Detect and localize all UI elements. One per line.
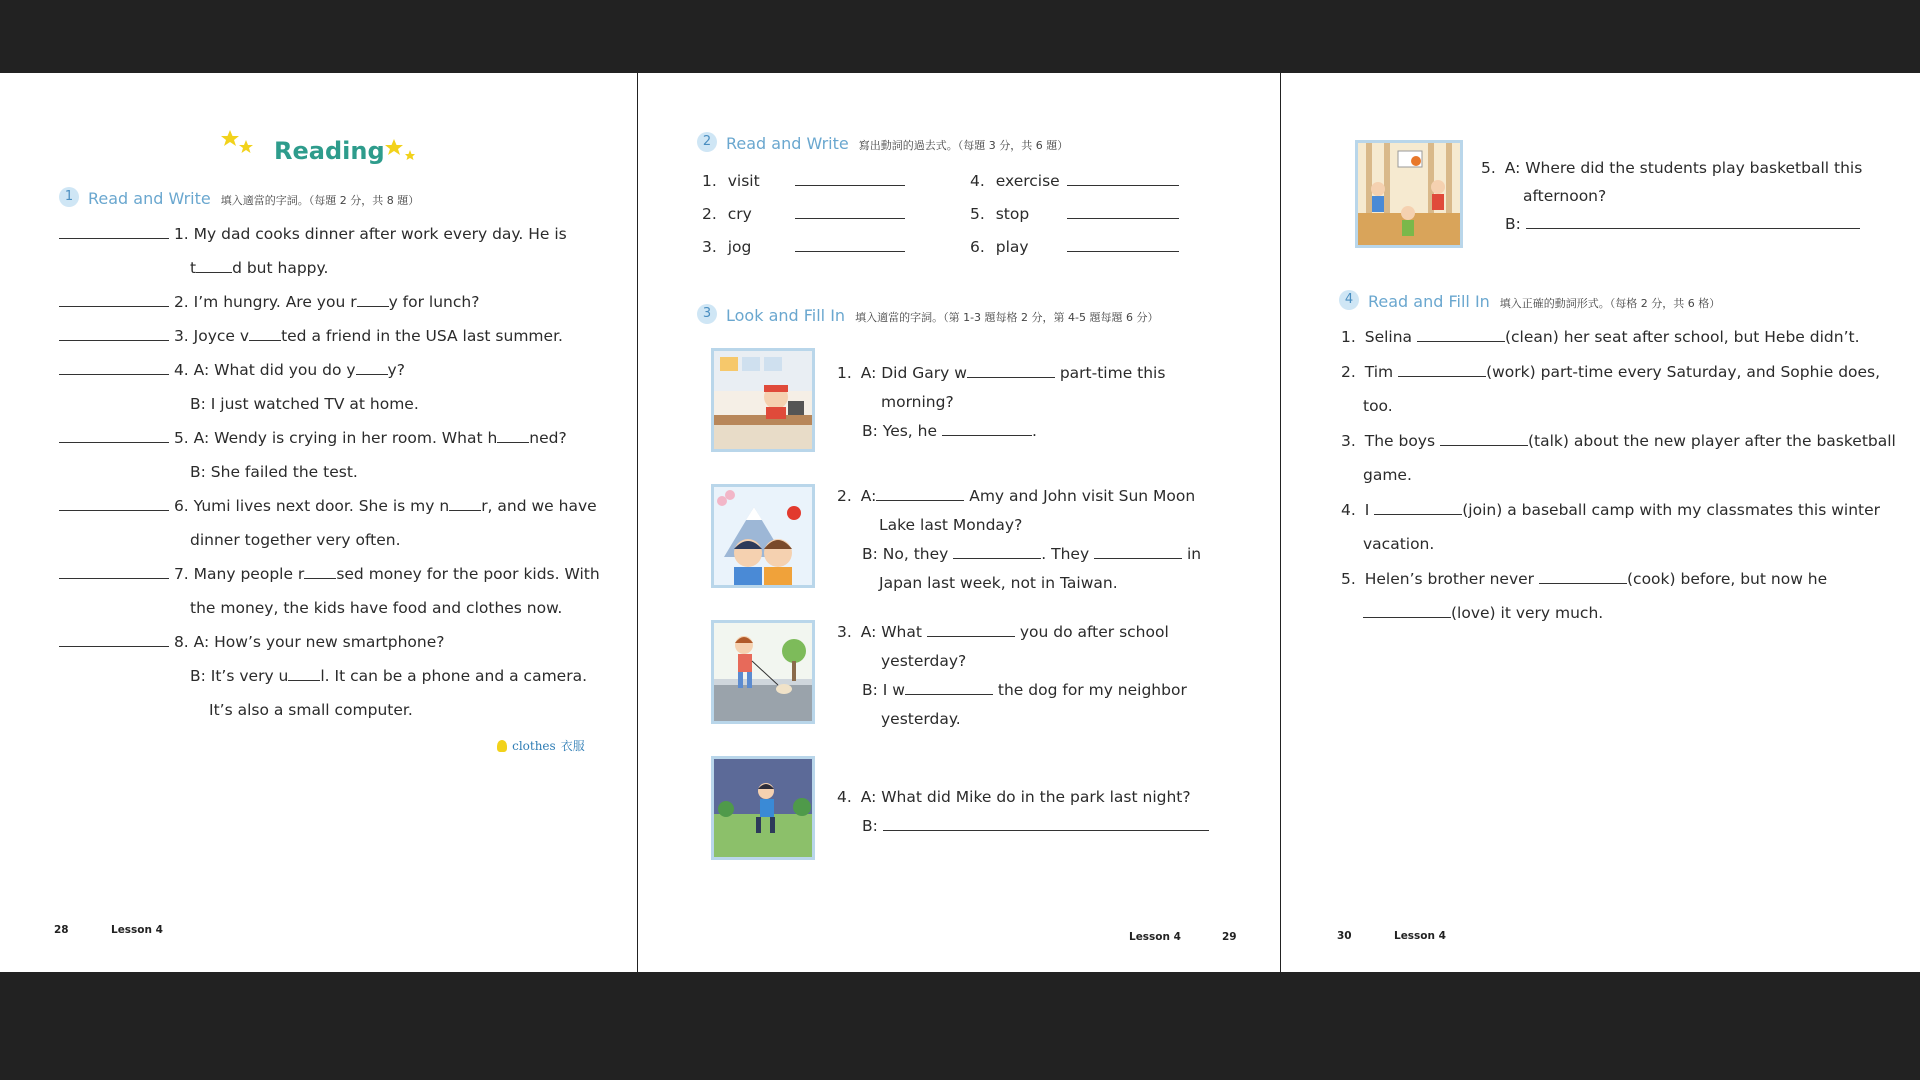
answer-blank[interactable] bbox=[795, 237, 905, 252]
list-item bbox=[1341, 431, 1896, 451]
answer-blank[interactable] bbox=[905, 680, 993, 695]
dog-walk-illustration bbox=[714, 623, 812, 721]
item-continuation: yesterday? bbox=[881, 652, 967, 670]
item-continuation bbox=[1363, 603, 1603, 623]
item-continuation: It’s also a small computer. bbox=[209, 701, 413, 719]
text: A: What did Mike do in the park last night? bbox=[860, 788, 1191, 806]
section-number: 2 bbox=[697, 132, 717, 152]
fill-item bbox=[837, 787, 1191, 807]
list-item bbox=[59, 360, 405, 380]
text: B: No, they bbox=[862, 545, 949, 563]
item-number: 4. bbox=[1341, 501, 1356, 519]
text: ned? bbox=[529, 429, 567, 447]
list-item bbox=[1341, 362, 1880, 382]
item-text: My dad cooks dinner after work every day. He is bbox=[193, 225, 567, 243]
page-number: 28 bbox=[54, 924, 69, 936]
letter-blank[interactable] bbox=[497, 428, 529, 443]
verb-item bbox=[702, 171, 905, 191]
text: Many people r bbox=[193, 565, 305, 583]
item-continuation: B: She failed the test. bbox=[190, 463, 358, 481]
item-continuation: afternoon? bbox=[1523, 187, 1607, 205]
text: (cook) before, but now he bbox=[1627, 570, 1828, 588]
section-number: 4 bbox=[1339, 290, 1359, 310]
stars-icon bbox=[220, 128, 256, 158]
text: you do after school bbox=[1019, 623, 1169, 641]
text: A: bbox=[860, 487, 877, 505]
item-continuation: yesterday. bbox=[881, 710, 961, 728]
answer-blank[interactable] bbox=[1398, 362, 1486, 377]
item-number: 5. bbox=[173, 429, 189, 447]
text: B: Yes, he bbox=[862, 422, 938, 440]
text: (clean) her seat after school, but Hebe didn’t. bbox=[1504, 328, 1860, 346]
text: y? bbox=[387, 361, 405, 379]
answer-blank[interactable] bbox=[967, 363, 1055, 378]
item-number: 2. bbox=[1341, 363, 1356, 381]
answer-line[interactable] bbox=[1526, 214, 1860, 229]
section-header bbox=[726, 134, 1068, 153]
text: y for lunch? bbox=[388, 293, 480, 311]
answer-blank[interactable] bbox=[59, 496, 169, 511]
item-number: 3. bbox=[1341, 432, 1356, 450]
answer-blank[interactable] bbox=[795, 171, 905, 186]
answer-blank[interactable] bbox=[1440, 431, 1528, 446]
reading-title: Reading bbox=[274, 137, 385, 165]
item-number: 1. bbox=[1341, 328, 1356, 346]
item-continuation: game. bbox=[1363, 466, 1412, 484]
verb-item bbox=[970, 204, 1179, 224]
item-number: 2. bbox=[837, 487, 852, 505]
answer-blank[interactable] bbox=[1363, 603, 1451, 618]
item-text: A: How’s your new smartphone? bbox=[193, 633, 445, 651]
letter-blank[interactable] bbox=[449, 496, 481, 511]
answer-blank[interactable] bbox=[1067, 204, 1179, 219]
item-continuation: Japan last week, not in Taiwan. bbox=[879, 574, 1118, 592]
item-number: 1. bbox=[702, 172, 717, 190]
text: A: Did Gary w bbox=[860, 364, 967, 382]
answer-blank[interactable] bbox=[1094, 544, 1182, 559]
item-continuation: morning? bbox=[881, 393, 954, 411]
list-item bbox=[1341, 500, 1880, 520]
text: B: bbox=[862, 817, 878, 835]
text: Selina bbox=[1364, 328, 1413, 346]
text: A: Wendy is crying in her room. What h bbox=[193, 429, 498, 447]
vocab-tip bbox=[497, 735, 585, 754]
verb: visit bbox=[727, 172, 760, 190]
text: (join) a baseball camp with my classmates this winter bbox=[1462, 501, 1881, 519]
list-item bbox=[59, 292, 479, 312]
item-continuation bbox=[1505, 214, 1860, 234]
answer-line[interactable] bbox=[883, 816, 1209, 831]
answer-blank[interactable] bbox=[59, 224, 169, 239]
verb: stop bbox=[995, 205, 1030, 223]
lesson-label: Lesson 4 bbox=[1129, 931, 1181, 943]
item-continuation bbox=[862, 544, 1201, 564]
page-number: 30 bbox=[1337, 930, 1352, 942]
text: (love) it very much. bbox=[1451, 604, 1604, 622]
verb: cry bbox=[727, 205, 752, 223]
item-continuation: too. bbox=[1363, 397, 1393, 415]
verb-item bbox=[970, 171, 1179, 191]
letter-blank[interactable] bbox=[249, 326, 281, 341]
text: Yumi lives next door. She is my n bbox=[193, 497, 450, 515]
section-note: 填入正確的動詞形式。（每格 2 分，共 6 格） bbox=[1499, 297, 1721, 310]
tip-translation: 衣服 bbox=[560, 739, 585, 753]
text: . They bbox=[1041, 545, 1090, 563]
item-continuation bbox=[190, 666, 587, 686]
letter-blank[interactable] bbox=[304, 564, 336, 579]
verb-item bbox=[702, 204, 905, 224]
lesson-label: Lesson 4 bbox=[1394, 930, 1446, 942]
verb: play bbox=[995, 238, 1029, 256]
page-28 bbox=[0, 73, 637, 972]
item-number: 2. bbox=[173, 293, 189, 311]
letter-blank[interactable] bbox=[357, 292, 389, 307]
item-continuation: dinner together very often. bbox=[190, 531, 401, 549]
item-number: 3. bbox=[702, 238, 717, 256]
item-continuation: vacation. bbox=[1363, 535, 1435, 553]
text: Amy and John visit Sun Moon bbox=[969, 487, 1196, 505]
letter-blank[interactable] bbox=[196, 258, 232, 273]
list-item bbox=[59, 564, 600, 584]
basketball-illustration bbox=[1358, 143, 1460, 245]
text: The boys bbox=[1364, 432, 1436, 450]
section-number: 3 bbox=[697, 304, 717, 324]
item-continuation bbox=[862, 421, 1037, 441]
item-continuation: the money, the kids have food and clothes now. bbox=[190, 599, 563, 617]
answer-blank[interactable] bbox=[1374, 500, 1462, 515]
section-title: Read and Write bbox=[726, 134, 849, 153]
list-item bbox=[59, 632, 445, 652]
lesson-label: Lesson 4 bbox=[111, 924, 163, 936]
item-number: 2. bbox=[702, 205, 717, 223]
text: B: I w bbox=[862, 681, 905, 699]
answer-blank[interactable] bbox=[1067, 237, 1179, 252]
text: (talk) about the new player after the basketball bbox=[1528, 432, 1896, 450]
answer-blank[interactable] bbox=[1539, 569, 1627, 584]
picture-basketball bbox=[1355, 140, 1463, 248]
text: sed money for the poor kids. With bbox=[336, 565, 600, 583]
list-item bbox=[59, 326, 563, 346]
text: Joyce v bbox=[193, 327, 250, 345]
item-number: 5. bbox=[1341, 570, 1356, 588]
text: r, and we have bbox=[481, 497, 597, 515]
answer-blank[interactable] bbox=[59, 428, 169, 443]
picture-park-night bbox=[711, 756, 815, 860]
answer-blank[interactable] bbox=[59, 360, 169, 375]
list-item bbox=[1341, 327, 1860, 347]
answer-blank[interactable] bbox=[1067, 171, 1179, 186]
answer-blank[interactable] bbox=[953, 544, 1041, 559]
lightbulb-icon bbox=[497, 740, 507, 752]
item-number: 5. bbox=[970, 205, 985, 223]
text: t bbox=[190, 259, 197, 277]
answer-blank[interactable] bbox=[876, 486, 964, 501]
list-item bbox=[59, 428, 567, 448]
letter-blank[interactable] bbox=[356, 360, 388, 375]
section-title: Read and Write bbox=[88, 189, 211, 208]
answer-blank[interactable] bbox=[795, 204, 905, 219]
text: Tim bbox=[1364, 363, 1394, 381]
stars-icon-right bbox=[382, 137, 418, 167]
answer-blank[interactable] bbox=[1417, 327, 1505, 342]
item-number: 6. bbox=[173, 497, 189, 515]
section-number: 1 bbox=[59, 187, 79, 207]
picture-restaurant bbox=[711, 348, 815, 452]
section-note: 寫出動詞的過去式。（每題 3 分，共 6 題） bbox=[858, 139, 1069, 152]
verb: jog bbox=[727, 238, 752, 256]
text: Helen’s brother never bbox=[1364, 570, 1535, 588]
page-29 bbox=[638, 73, 1280, 972]
text: B: bbox=[1505, 215, 1521, 233]
text: ted a friend in the USA last summer. bbox=[281, 327, 563, 345]
text: (work) part-time every Saturday, and Sophie does, bbox=[1486, 363, 1881, 381]
section-header bbox=[726, 306, 1158, 325]
item-continuation bbox=[862, 680, 1187, 700]
item-number: 7. bbox=[173, 565, 189, 583]
item-number: 3. bbox=[837, 623, 852, 641]
text: I’m hungry. Are you r bbox=[193, 293, 357, 311]
picture-dog-walk bbox=[711, 620, 815, 724]
fill-item bbox=[837, 486, 1195, 506]
item-continuation bbox=[190, 258, 328, 278]
item-number: 3. bbox=[173, 327, 189, 345]
restaurant-illustration bbox=[714, 351, 812, 449]
fill-item bbox=[837, 622, 1169, 642]
text: in bbox=[1187, 545, 1202, 563]
item-number: 1. bbox=[173, 225, 189, 243]
text: B: It’s very u bbox=[190, 667, 289, 685]
item-number: 1. bbox=[837, 364, 852, 382]
section-header bbox=[1368, 292, 1720, 311]
verb: exercise bbox=[995, 172, 1060, 190]
text: d but happy. bbox=[232, 259, 329, 277]
answer-blank[interactable] bbox=[927, 622, 1015, 637]
text: part-time this bbox=[1059, 364, 1166, 382]
text: A: What did you do y bbox=[193, 361, 356, 379]
answer-blank[interactable] bbox=[59, 326, 169, 341]
item-number: 8. bbox=[173, 633, 189, 651]
list-item bbox=[59, 224, 567, 244]
item-number: 4. bbox=[970, 172, 985, 190]
section-header bbox=[88, 189, 419, 208]
answer-blank[interactable] bbox=[59, 292, 169, 307]
item-continuation: B: I just watched TV at home. bbox=[190, 395, 419, 413]
item-continuation bbox=[862, 816, 1209, 836]
item-number: 6. bbox=[970, 238, 985, 256]
verb-item bbox=[702, 237, 905, 257]
page-30 bbox=[1281, 73, 1920, 972]
page-number: 29 bbox=[1222, 931, 1237, 943]
item-number: 4. bbox=[837, 788, 852, 806]
section-note: 填入適當的字詞。（第 1-3 題每格 2 分，第 4-5 題每題 6 分） bbox=[855, 311, 1159, 324]
travel-illustration bbox=[714, 487, 812, 585]
fill-item bbox=[837, 363, 1165, 383]
answer-blank[interactable] bbox=[942, 421, 1032, 436]
answer-blank[interactable] bbox=[59, 564, 169, 579]
text: the dog for my neighbor bbox=[997, 681, 1187, 699]
picture-travel bbox=[711, 484, 815, 588]
text: l. It can be a phone and a camera. bbox=[320, 667, 588, 685]
list-item bbox=[59, 496, 597, 516]
park-night-illustration bbox=[714, 759, 812, 857]
item-continuation: Lake last Monday? bbox=[879, 516, 1023, 534]
fill-item bbox=[1481, 158, 1862, 178]
answer-blank[interactable] bbox=[59, 632, 169, 647]
verb-item bbox=[970, 237, 1179, 257]
tip-word: clothes bbox=[512, 739, 556, 753]
section-title: Read and Fill In bbox=[1368, 292, 1490, 311]
text: A: Where did the students play basketball this bbox=[1504, 159, 1863, 177]
item-number: 4. bbox=[173, 361, 189, 379]
text: A: What bbox=[860, 623, 922, 641]
item-number: 5. bbox=[1481, 159, 1496, 177]
section-title: Look and Fill In bbox=[726, 306, 846, 325]
text: I bbox=[1364, 501, 1370, 519]
letter-blank[interactable] bbox=[288, 666, 320, 681]
list-item bbox=[1341, 569, 1827, 589]
section-note: 填入適當的字詞。（每題 2 分，共 8 題） bbox=[220, 194, 420, 207]
text: . bbox=[1031, 422, 1037, 440]
